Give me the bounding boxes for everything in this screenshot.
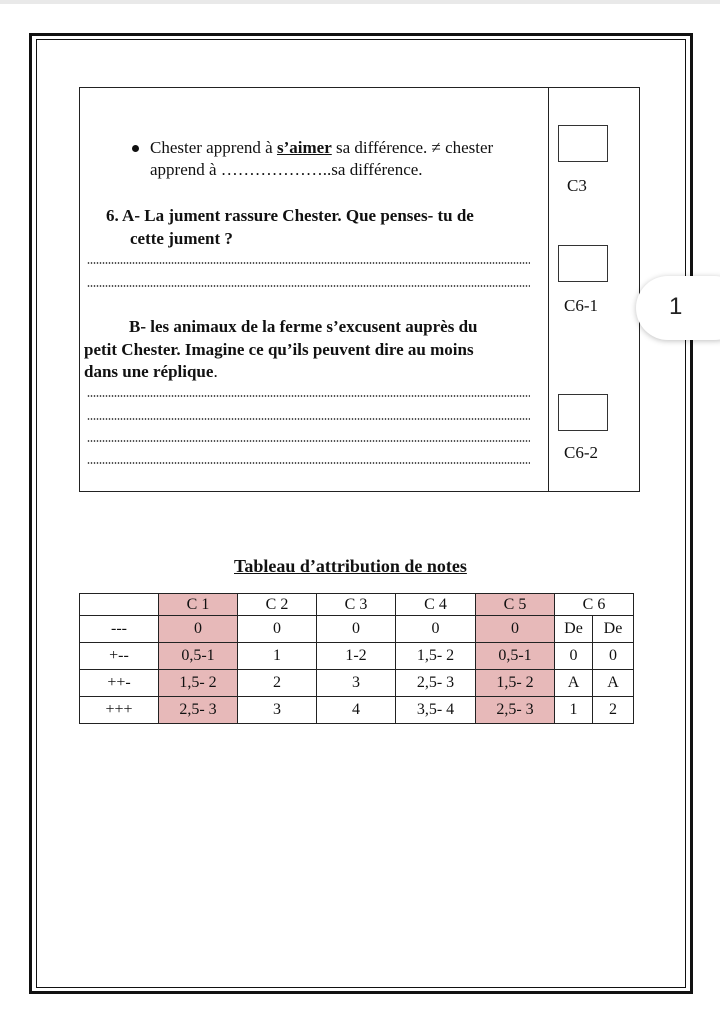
grade-table-title: Tableau d’attribution de notes — [234, 556, 467, 576]
table-row — [80, 670, 634, 697]
cell-c6b: 2 — [593, 697, 634, 724]
header-cell-empty — [80, 594, 159, 616]
cell-c6a: De — [555, 616, 593, 643]
cell-c3: 3 — [317, 670, 396, 697]
code-label-c3: C3 — [567, 176, 587, 195]
answer-line-5 — [87, 440, 530, 442]
table-row — [80, 616, 634, 643]
cell-c1: 1,5- 2 — [159, 670, 238, 697]
cell-c6a: A — [555, 670, 593, 697]
cell-c2: 2 — [238, 670, 317, 697]
cell-c6b: A — [593, 670, 634, 697]
bullet-line-2: apprend à ………………..sa différence. — [150, 160, 423, 179]
code-label-c6-2: C6-2 — [564, 443, 598, 462]
page-number-text: 1 — [669, 293, 683, 320]
grade-table — [79, 593, 634, 724]
cell-c1: 2,5- 3 — [159, 697, 238, 724]
header-cell-c6: C 6 — [555, 594, 634, 616]
table-row — [80, 643, 634, 670]
cell-c4: 1,5- 2 — [396, 643, 476, 670]
answer-line-1 — [87, 262, 530, 264]
bullet-point — [132, 145, 139, 152]
cell-c1: 0,5-1 — [159, 643, 238, 670]
header-cell-c5: C 5 — [476, 594, 555, 616]
cell-c5: 0,5-1 — [476, 643, 555, 670]
cell-c3: 4 — [317, 697, 396, 724]
question-6a-line-1: 6. A- La jument rassure Chester. Que penses- tu de — [106, 206, 474, 225]
level-cell: --- — [80, 616, 159, 643]
cell-c5: 0 — [476, 616, 555, 643]
answer-line-4 — [87, 418, 530, 420]
answer-line-3 — [87, 395, 530, 397]
level-cell: +++ — [80, 697, 159, 724]
cell-c5: 2,5- 3 — [476, 697, 555, 724]
question-6b-line-3: dans une réplique. — [84, 362, 218, 381]
cell-c2: 3 — [238, 697, 317, 724]
score-column-divider — [548, 87, 549, 492]
question-6a-line-2: cette jument ? — [130, 229, 233, 248]
header-cell-c1: C 1 — [159, 594, 238, 616]
answer-line-2 — [87, 285, 530, 287]
bullet-line-1: Chester apprend à s’aimer sa différence. ≠ chester — [150, 138, 494, 157]
question-6b-line-2: petit Chester. Imagine ce qu’ils peuvent dire au moins — [84, 340, 474, 359]
cell-c3: 0 — [317, 616, 396, 643]
cell-c1: 0 — [159, 616, 238, 643]
cell-c2: 1 — [238, 643, 317, 670]
header-cell-c3: C 3 — [317, 594, 396, 616]
header-cell-c4: C 4 — [396, 594, 476, 616]
keyword-saimer: s’aimer — [276, 138, 332, 157]
cell-c2: 0 — [238, 616, 317, 643]
cell-c5: 1,5- 2 — [476, 670, 555, 697]
table-row — [80, 697, 634, 724]
cell-c6b: 0 — [593, 643, 634, 670]
score-box-c3[interactable] — [558, 125, 608, 162]
cell-c4: 0 — [396, 616, 476, 643]
page-number-badge — [636, 276, 720, 340]
question-6b-line-1: B- les animaux de la ferme s’excusent auprès du — [129, 317, 478, 336]
table-header-row — [80, 594, 634, 616]
level-cell: +-- — [80, 643, 159, 670]
cell-c6a: 1 — [555, 697, 593, 724]
cell-c3: 1-2 — [317, 643, 396, 670]
score-box-c6-2[interactable] — [558, 394, 608, 431]
header-cell-c2: C 2 — [238, 594, 317, 616]
cell-c4: 3,5- 4 — [396, 697, 476, 724]
answer-line-6 — [87, 462, 530, 464]
viewer-top-strip — [0, 0, 720, 4]
score-box-c6-1[interactable] — [558, 245, 608, 282]
cell-c4: 2,5- 3 — [396, 670, 476, 697]
cell-c6a: 0 — [555, 643, 593, 670]
cell-c6b: De — [593, 616, 634, 643]
code-label-c6-1: C6-1 — [564, 296, 598, 315]
level-cell: ++- — [80, 670, 159, 697]
